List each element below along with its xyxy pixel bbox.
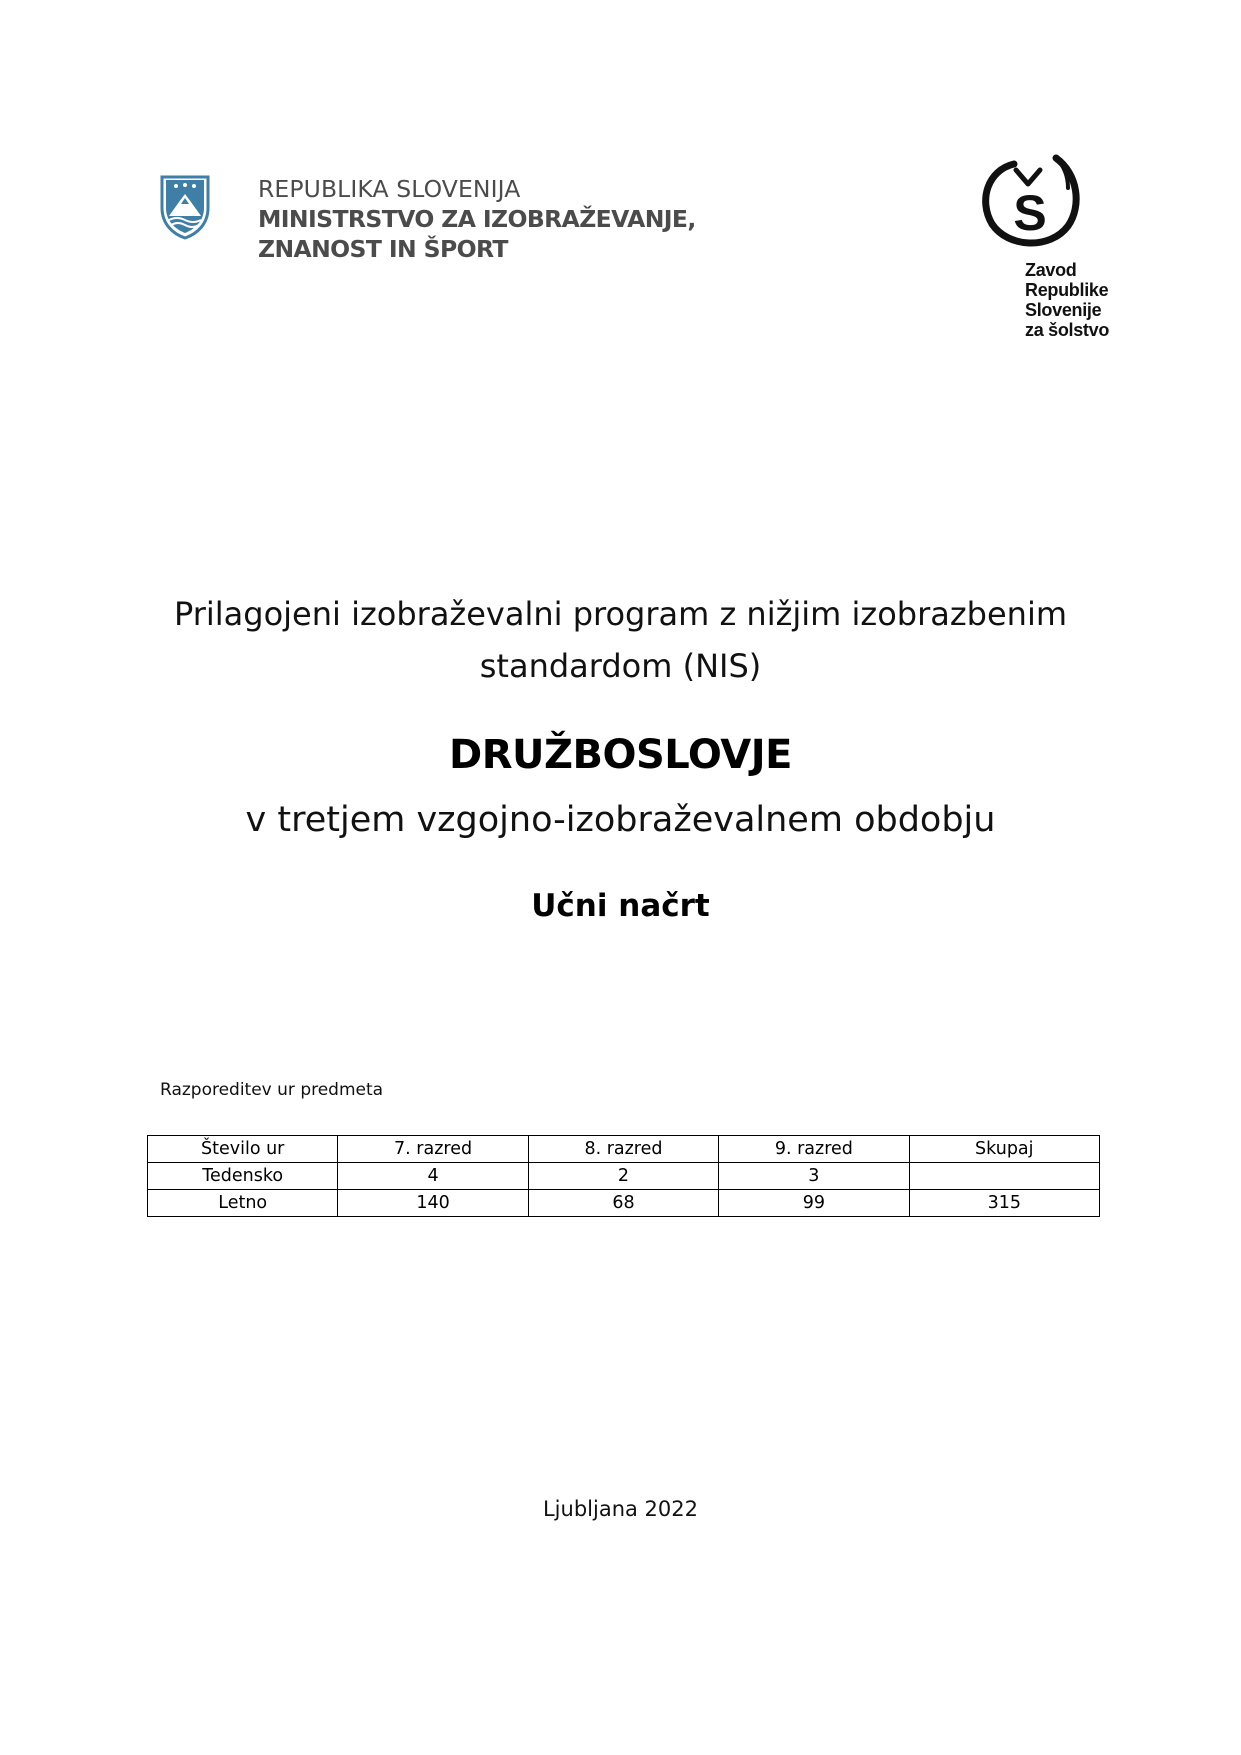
- document-type: Učni načrt: [531, 888, 710, 924]
- table-header-cell: Število ur: [148, 1136, 338, 1163]
- ministry-name: [258, 174, 696, 264]
- table-cell: 4: [338, 1163, 528, 1190]
- hours-table: [147, 1135, 1100, 1217]
- table-row: [148, 1163, 1100, 1190]
- ministry-line-2: MINISTRSTVO ZA IZOBRAŽEVANJE,: [258, 205, 696, 233]
- program-title-line-2: standardom (NIS): [479, 647, 762, 685]
- zrss-s-logo-icon: [970, 140, 1090, 260]
- institute-name: [1025, 260, 1109, 340]
- institute-line: za šolstvo: [1025, 320, 1110, 340]
- table-cell: Tedensko: [148, 1163, 338, 1190]
- institute-line: Slovenije: [1025, 300, 1102, 320]
- table-cell: [909, 1163, 1099, 1190]
- table-cell: 2: [528, 1163, 718, 1190]
- table-header-cell: 9. razred: [719, 1136, 909, 1163]
- table-caption: Razporeditev ur predmeta: [160, 1080, 384, 1100]
- ministry-line-3: ZNANOST IN ŠPORT: [258, 235, 508, 263]
- table-header-cell: Skupaj: [909, 1136, 1099, 1163]
- program-title-line-1: Prilagojeni izobraževalni program z nižjim izobrazbenim: [173, 595, 1067, 633]
- table-cell: 315: [909, 1190, 1099, 1217]
- table-cell: 3: [719, 1163, 909, 1190]
- table-header-row: [148, 1136, 1100, 1163]
- table-header-cell: 8. razred: [528, 1136, 718, 1163]
- ministry-line-1: REPUBLIKA SLOVENIJA: [258, 175, 521, 203]
- period-subtitle: v tretjem vzgojno-izobraževalnem obdobju: [245, 800, 996, 840]
- table-cell: 99: [719, 1190, 909, 1217]
- table-cell: 140: [338, 1190, 528, 1217]
- table-row: [148, 1190, 1100, 1217]
- institute-line: Zavod: [1025, 260, 1077, 280]
- table-cell: Letno: [148, 1190, 338, 1217]
- place-and-year: Ljubljana 2022: [542, 1497, 698, 1521]
- subject-title: DRUŽBOSLOVJE: [449, 732, 792, 778]
- table-header-cell: 7. razred: [338, 1136, 528, 1163]
- institute-line: Republike: [1025, 280, 1109, 300]
- program-title: [0, 588, 1241, 692]
- table-cell: 68: [528, 1190, 718, 1217]
- svg-text:S: S: [1013, 185, 1047, 241]
- slovenian-coat-of-arms-icon: [159, 174, 211, 240]
